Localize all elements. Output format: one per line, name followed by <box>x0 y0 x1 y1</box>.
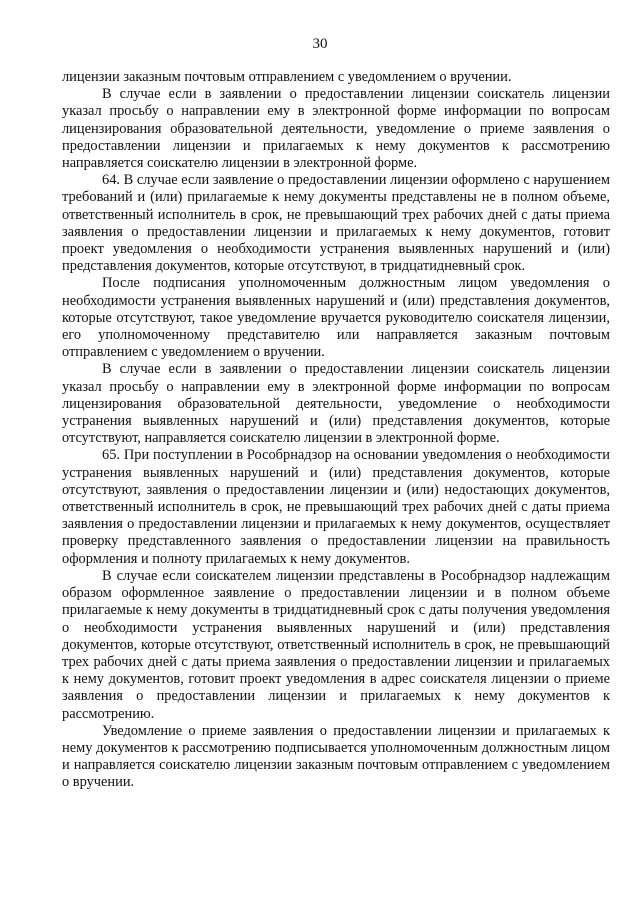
page-number: 30 <box>312 36 328 52</box>
paragraph: В случае если соискателем лицензии представлены в Рособрнадзор надлежащим образом оформленное заявление о предоставлении лицензии и в полном объеме прилагаемые к нему документы в тридцатидневный срок с даты получения уведомления о необходимости устранения выявленных нарушений и (или) представления документов, которые отсутствуют, ответственный исполнитель в срок, не превышающий трех рабочих дней с даты приема заявления о предоставлении лицензии и прилагаемых к нему документов, готовит проект уведомления в адрес соискателя лицензии о приеме заявления о предоставлении лицензии и прилагаемых к нему документов к рассмотрению. <box>62 567 610 722</box>
paragraph-item-64: 64. В случае если заявление о предоставлении лицензии оформлено с нарушением требований и (или) прилагаемые к нему документы представлены не в полном объеме, ответственный исполнитель в срок, не превышающий трех рабочих дней с даты приема заявления о предоставлении лицензии и прилагаемых к нему документов, готовит проект уведомления о необходимости устранения выявленных нарушений и (или) представления документов, которые отсутствуют, в тридцатидневный срок. <box>62 172 610 275</box>
document-body <box>62 69 610 792</box>
paragraph-continuation: лицензии заказным почтовым отправлением с уведомлением о вручении. <box>62 69 512 85</box>
paragraph-item-65: 65. При поступлении в Рособрнадзор на основании уведомления о необходимости устранения выявленных нарушений и (или) представления документов, которые отсутствуют, заявления о предоставлении лицензии и (или) недостающих документов, ответственный исполнитель в срок, не превышающий трех рабочих дней с даты приема заявления о предоставлении лицензии и прилагаемых к нему документов, осуществляет проверку представленного заявления о предоставлении лицензии на правильность оформления и полноту прилагаемых к нему документов. <box>62 447 610 567</box>
paragraph: В случае если в заявлении о предоставлении лицензии соискатель лицензии указал просьбу о направлении ему в электронной форме информации по вопросам лицензирования образовательной деятельности, уведомление о приеме заявления о предоставлении лицензии и прилагаемых к нему документов к рассмотрению направляется соискателю лицензии в электронной форме. <box>62 86 610 172</box>
paragraph: После подписания уполномоченным должностным лицом уведомления о необходимости устранения выявленных нарушений и (или) представления документов, которые отсутствуют, такое уведомление вручается руководителю соискателя лицензии, его уполномоченному представителю или направляется заказным почтовым отправлением с уведомлением о вручении. <box>62 275 610 361</box>
paragraph: В случае если в заявлении о предоставлении лицензии соискатель лицензии указал просьбу о направлении ему в электронной форме информации по вопросам лицензирования образовательной деятельности, уведомление о необходимости устранения выявленных нарушений и (или) представления документов, которые отсутствуют, направляется соискателю лицензии в электронной форме. <box>62 361 610 447</box>
paragraph: Уведомление о приеме заявления о предоставлении лицензии и прилагаемых к нему документов к рассмотрению подписывается уполномоченным должностным лицом и направляется соискателю лицензии заказным почтовым отправлением с уведомлением о вручении. <box>62 722 610 791</box>
